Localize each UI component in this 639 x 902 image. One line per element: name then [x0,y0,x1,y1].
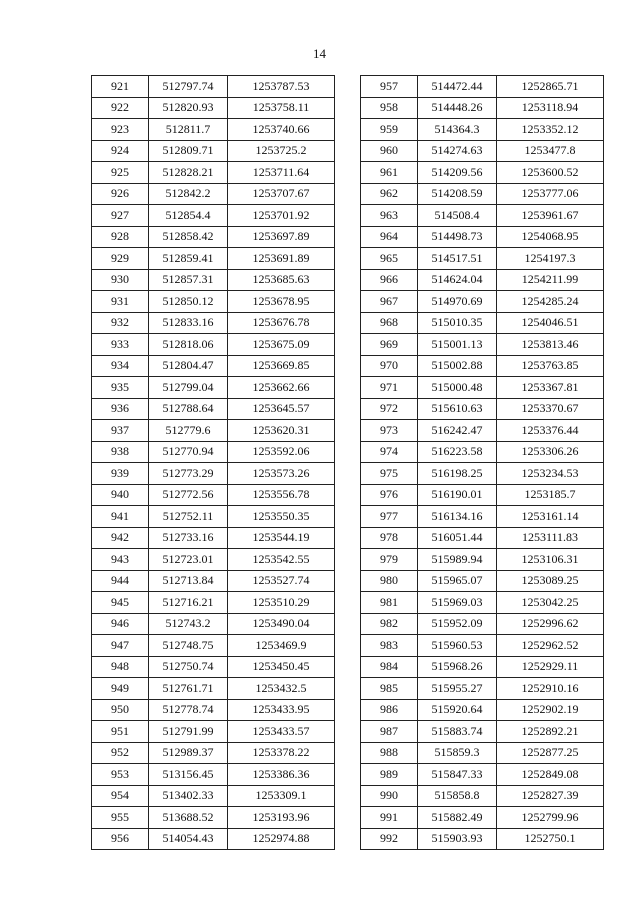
point-number-cell: 951 [92,721,149,743]
point-number-cell: 939 [92,463,149,485]
y-coordinate-cell: 1253234.53 [497,463,604,485]
table-row [92,506,335,528]
y-coordinate-cell: 1253309.1 [228,785,335,807]
point-number-cell: 991 [361,807,418,829]
point-number-cell: 926 [92,183,149,205]
point-number-cell: 984 [361,656,418,678]
coordinates-table-body [92,76,335,850]
point-number-cell: 944 [92,570,149,592]
table-row [361,635,604,657]
y-coordinate-cell: 1252929.11 [497,656,604,678]
x-coordinate-cell: 512854.4 [149,205,228,227]
point-number-cell: 937 [92,420,149,442]
table-row [361,97,604,119]
table-row [361,570,604,592]
table-row [361,764,604,786]
x-coordinate-cell: 514498.73 [418,226,497,248]
point-number-cell: 975 [361,463,418,485]
point-number-cell: 922 [92,97,149,119]
y-coordinate-cell: 1253432.5 [228,678,335,700]
x-coordinate-cell: 515010.35 [418,312,497,334]
y-coordinate-cell: 1254046.51 [497,312,604,334]
y-coordinate-cell: 1253542.55 [228,549,335,571]
y-coordinate-cell: 1253306.26 [497,441,604,463]
x-coordinate-cell: 515859.3 [418,742,497,764]
table-row [92,484,335,506]
x-coordinate-cell: 513156.45 [149,764,228,786]
point-number-cell: 959 [361,119,418,141]
table-row [92,570,335,592]
x-coordinate-cell: 516134.16 [418,506,497,528]
y-coordinate-cell: 1253111.83 [497,527,604,549]
y-coordinate-cell: 1253433.95 [228,699,335,721]
x-coordinate-cell: 514209.56 [418,162,497,184]
x-coordinate-cell: 514624.04 [418,269,497,291]
y-coordinate-cell: 1253378.22 [228,742,335,764]
table-row [92,119,335,141]
x-coordinate-cell: 512799.04 [149,377,228,399]
x-coordinate-cell: 512716.21 [149,592,228,614]
y-coordinate-cell: 1252996.62 [497,613,604,635]
x-coordinate-cell: 516051.44 [418,527,497,549]
table-row [361,398,604,420]
point-number-cell: 929 [92,248,149,270]
y-coordinate-cell: 1252799.96 [497,807,604,829]
point-number-cell: 980 [361,570,418,592]
point-number-cell: 958 [361,97,418,119]
x-coordinate-cell: 515965.07 [418,570,497,592]
table-row [92,828,335,850]
table-row [92,377,335,399]
x-coordinate-cell: 512804.47 [149,355,228,377]
table-row [92,312,335,334]
y-coordinate-cell: 1254068.95 [497,226,604,248]
x-coordinate-cell: 516198.25 [418,463,497,485]
table-row [92,463,335,485]
x-coordinate-cell: 512858.42 [149,226,228,248]
x-coordinate-cell: 512743.2 [149,613,228,635]
x-coordinate-cell: 514364.3 [418,119,497,141]
point-number-cell: 923 [92,119,149,141]
x-coordinate-cell: 512772.56 [149,484,228,506]
table-row [92,355,335,377]
y-coordinate-cell: 1253089.25 [497,570,604,592]
table-row [92,97,335,119]
x-coordinate-cell: 515989.94 [418,549,497,571]
y-coordinate-cell: 1253675.09 [228,334,335,356]
table-row [92,248,335,270]
point-number-cell: 988 [361,742,418,764]
point-number-cell: 945 [92,592,149,614]
table-row [361,334,604,356]
table-row [92,398,335,420]
y-coordinate-cell: 1254197.3 [497,248,604,270]
table-row [92,334,335,356]
y-coordinate-cell: 1253697.89 [228,226,335,248]
y-coordinate-cell: 1253669.85 [228,355,335,377]
x-coordinate-cell: 512779.6 [149,420,228,442]
y-coordinate-cell: 1253813.46 [497,334,604,356]
point-number-cell: 941 [92,506,149,528]
table-row [361,828,604,850]
point-number-cell: 954 [92,785,149,807]
point-number-cell: 989 [361,764,418,786]
y-coordinate-cell: 1252827.39 [497,785,604,807]
point-number-cell: 968 [361,312,418,334]
point-number-cell: 967 [361,291,418,313]
point-number-cell: 947 [92,635,149,657]
y-coordinate-cell: 1253758.11 [228,97,335,119]
y-coordinate-cell: 1253678.95 [228,291,335,313]
x-coordinate-cell: 516242.47 [418,420,497,442]
y-coordinate-cell: 1252892.21 [497,721,604,743]
point-number-cell: 970 [361,355,418,377]
y-coordinate-cell: 1253691.89 [228,248,335,270]
y-coordinate-cell: 1253527.74 [228,570,335,592]
x-coordinate-cell: 516223.58 [418,441,497,463]
point-number-cell: 930 [92,269,149,291]
point-number-cell: 973 [361,420,418,442]
table-row [92,699,335,721]
point-number-cell: 979 [361,549,418,571]
x-coordinate-cell: 512770.94 [149,441,228,463]
y-coordinate-cell: 1253701.92 [228,205,335,227]
x-coordinate-cell: 515968.26 [418,656,497,678]
y-coordinate-cell: 1253725.2 [228,140,335,162]
x-coordinate-cell: 512791.99 [149,721,228,743]
x-coordinate-cell: 514517.51 [418,248,497,270]
x-coordinate-cell: 516190.01 [418,484,497,506]
point-number-cell: 990 [361,785,418,807]
point-number-cell: 946 [92,613,149,635]
table-row [361,463,604,485]
table-row [361,807,604,829]
y-coordinate-cell: 1253711.64 [228,162,335,184]
table-row [92,549,335,571]
table-row [361,613,604,635]
point-number-cell: 956 [92,828,149,850]
table-row [92,269,335,291]
table-row [92,527,335,549]
table-row [92,807,335,829]
x-coordinate-cell: 515847.33 [418,764,497,786]
x-coordinate-cell: 515000.48 [418,377,497,399]
y-coordinate-cell: 1253763.85 [497,355,604,377]
point-number-cell: 961 [361,162,418,184]
y-coordinate-cell: 1253433.57 [228,721,335,743]
x-coordinate-cell: 514208.59 [418,183,497,205]
table-row [361,441,604,463]
y-coordinate-cell: 1253787.53 [228,76,335,98]
table-row [92,742,335,764]
point-number-cell: 921 [92,76,149,98]
y-coordinate-cell: 1253161.14 [497,506,604,528]
y-coordinate-cell: 1254285.24 [497,291,604,313]
table-row [92,635,335,657]
table-row [361,183,604,205]
x-coordinate-cell: 515955.27 [418,678,497,700]
point-number-cell: 942 [92,527,149,549]
y-coordinate-cell: 1253118.94 [497,97,604,119]
y-coordinate-cell: 1253544.19 [228,527,335,549]
y-coordinate-cell: 1253193.96 [228,807,335,829]
x-coordinate-cell: 512750.74 [149,656,228,678]
point-number-cell: 977 [361,506,418,528]
x-coordinate-cell: 515960.53 [418,635,497,657]
table-row [92,76,335,98]
point-number-cell: 982 [361,613,418,635]
y-coordinate-cell: 1253662.66 [228,377,335,399]
point-number-cell: 978 [361,527,418,549]
table-row [92,441,335,463]
table-row [92,226,335,248]
point-number-cell: 928 [92,226,149,248]
y-coordinate-cell: 1253352.12 [497,119,604,141]
x-coordinate-cell: 515883.74 [418,721,497,743]
table-row [361,205,604,227]
x-coordinate-cell: 512833.16 [149,312,228,334]
table-row [361,484,604,506]
y-coordinate-cell: 1253185.7 [497,484,604,506]
point-number-cell: 935 [92,377,149,399]
x-coordinate-cell: 514054.43 [149,828,228,850]
point-number-cell: 943 [92,549,149,571]
coordinates-table-right [360,75,604,850]
coordinates-table-body [361,76,604,850]
point-number-cell: 983 [361,635,418,657]
x-coordinate-cell: 512818.06 [149,334,228,356]
y-coordinate-cell: 1253600.52 [497,162,604,184]
point-number-cell: 952 [92,742,149,764]
table-row [92,678,335,700]
table-row [361,699,604,721]
x-coordinate-cell: 512788.64 [149,398,228,420]
table-row [361,355,604,377]
y-coordinate-cell: 1252865.71 [497,76,604,98]
y-coordinate-cell: 1252877.25 [497,742,604,764]
y-coordinate-cell: 1254211.99 [497,269,604,291]
y-coordinate-cell: 1253707.67 [228,183,335,205]
table-row [361,226,604,248]
x-coordinate-cell: 512850.12 [149,291,228,313]
y-coordinate-cell: 1252902.19 [497,699,604,721]
x-coordinate-cell: 512857.31 [149,269,228,291]
table-row [361,785,604,807]
y-coordinate-cell: 1253777.06 [497,183,604,205]
point-number-cell: 971 [361,377,418,399]
y-coordinate-cell: 1253645.57 [228,398,335,420]
point-number-cell: 934 [92,355,149,377]
y-coordinate-cell: 1253961.67 [497,205,604,227]
table-row [92,162,335,184]
x-coordinate-cell: 512842.2 [149,183,228,205]
point-number-cell: 976 [361,484,418,506]
y-coordinate-cell: 1253556.78 [228,484,335,506]
y-coordinate-cell: 1253386.36 [228,764,335,786]
y-coordinate-cell: 1253477.8 [497,140,604,162]
table-row [361,162,604,184]
table-row [92,613,335,635]
table-row [361,721,604,743]
x-coordinate-cell: 512859.41 [149,248,228,270]
x-coordinate-cell: 515001.13 [418,334,497,356]
y-coordinate-cell: 1253370.67 [497,398,604,420]
x-coordinate-cell: 515882.49 [418,807,497,829]
table-row [361,678,604,700]
table-row [361,76,604,98]
point-number-cell: 927 [92,205,149,227]
point-number-cell: 963 [361,205,418,227]
table-row [361,119,604,141]
table-row [361,549,604,571]
table-row [92,721,335,743]
point-number-cell: 936 [92,398,149,420]
y-coordinate-cell: 1253450.45 [228,656,335,678]
point-number-cell: 924 [92,140,149,162]
x-coordinate-cell: 513688.52 [149,807,228,829]
table-row [361,377,604,399]
table-row [361,312,604,334]
y-coordinate-cell: 1252974.88 [228,828,335,850]
point-number-cell: 969 [361,334,418,356]
y-coordinate-cell: 1253490.04 [228,613,335,635]
y-coordinate-cell: 1253376.44 [497,420,604,442]
table-row [92,656,335,678]
point-number-cell: 981 [361,592,418,614]
x-coordinate-cell: 512828.21 [149,162,228,184]
table-row [361,592,604,614]
x-coordinate-cell: 512820.93 [149,97,228,119]
x-coordinate-cell: 512761.71 [149,678,228,700]
table-row [361,527,604,549]
y-coordinate-cell: 1252849.08 [497,764,604,786]
x-coordinate-cell: 515952.09 [418,613,497,635]
point-number-cell: 985 [361,678,418,700]
point-number-cell: 972 [361,398,418,420]
table-row [92,205,335,227]
x-coordinate-cell: 512752.11 [149,506,228,528]
point-number-cell: 938 [92,441,149,463]
y-coordinate-cell: 1253106.31 [497,549,604,571]
x-coordinate-cell: 514970.69 [418,291,497,313]
table-row [92,140,335,162]
table-row [361,506,604,528]
y-coordinate-cell: 1253367.81 [497,377,604,399]
y-coordinate-cell: 1253592.06 [228,441,335,463]
point-number-cell: 987 [361,721,418,743]
x-coordinate-cell: 512811.7 [149,119,228,141]
table-row [92,785,335,807]
point-number-cell: 960 [361,140,418,162]
x-coordinate-cell: 515858.8 [418,785,497,807]
y-coordinate-cell: 1253620.31 [228,420,335,442]
y-coordinate-cell: 1252962.52 [497,635,604,657]
point-number-cell: 962 [361,183,418,205]
y-coordinate-cell: 1252910.16 [497,678,604,700]
x-coordinate-cell: 515969.03 [418,592,497,614]
x-coordinate-cell: 514508.4 [418,205,497,227]
y-coordinate-cell: 1253685.63 [228,269,335,291]
x-coordinate-cell: 514448.26 [418,97,497,119]
point-number-cell: 933 [92,334,149,356]
y-coordinate-cell: 1253740.66 [228,119,335,141]
point-number-cell: 940 [92,484,149,506]
table-row [361,291,604,313]
table-row [92,183,335,205]
x-coordinate-cell: 512778.74 [149,699,228,721]
point-number-cell: 974 [361,441,418,463]
table-row [92,592,335,614]
x-coordinate-cell: 515610.63 [418,398,497,420]
point-number-cell: 964 [361,226,418,248]
table-row [361,656,604,678]
x-coordinate-cell: 515920.64 [418,699,497,721]
x-coordinate-cell: 514274.63 [418,140,497,162]
coordinates-table-left [91,75,335,850]
point-number-cell: 949 [92,678,149,700]
y-coordinate-cell: 1253469.9 [228,635,335,657]
x-coordinate-cell: 514472.44 [418,76,497,98]
x-coordinate-cell: 512723.01 [149,549,228,571]
point-number-cell: 950 [92,699,149,721]
x-coordinate-cell: 512748.75 [149,635,228,657]
point-number-cell: 965 [361,248,418,270]
point-number-cell: 957 [361,76,418,98]
table-row [361,742,604,764]
y-coordinate-cell: 1253550.35 [228,506,335,528]
y-coordinate-cell: 1253510.29 [228,592,335,614]
table-row [92,420,335,442]
x-coordinate-cell: 512713.84 [149,570,228,592]
x-coordinate-cell: 515903.93 [418,828,497,850]
point-number-cell: 992 [361,828,418,850]
point-number-cell: 955 [92,807,149,829]
x-coordinate-cell: 512773.29 [149,463,228,485]
point-number-cell: 986 [361,699,418,721]
table-row [361,420,604,442]
table-row [361,269,604,291]
y-coordinate-cell: 1252750.1 [497,828,604,850]
x-coordinate-cell: 512809.71 [149,140,228,162]
point-number-cell: 925 [92,162,149,184]
point-number-cell: 966 [361,269,418,291]
table-row [92,764,335,786]
y-coordinate-cell: 1253573.26 [228,463,335,485]
point-number-cell: 931 [92,291,149,313]
x-coordinate-cell: 512733.16 [149,527,228,549]
table-row [361,248,604,270]
x-coordinate-cell: 512797.74 [149,76,228,98]
page-number: 14 [313,46,326,61]
x-coordinate-cell: 513402.33 [149,785,228,807]
table-row [92,291,335,313]
x-coordinate-cell: 515002.88 [418,355,497,377]
y-coordinate-cell: 1253676.78 [228,312,335,334]
point-number-cell: 953 [92,764,149,786]
point-number-cell: 948 [92,656,149,678]
x-coordinate-cell: 512989.37 [149,742,228,764]
table-row [361,140,604,162]
y-coordinate-cell: 1253042.25 [497,592,604,614]
point-number-cell: 932 [92,312,149,334]
